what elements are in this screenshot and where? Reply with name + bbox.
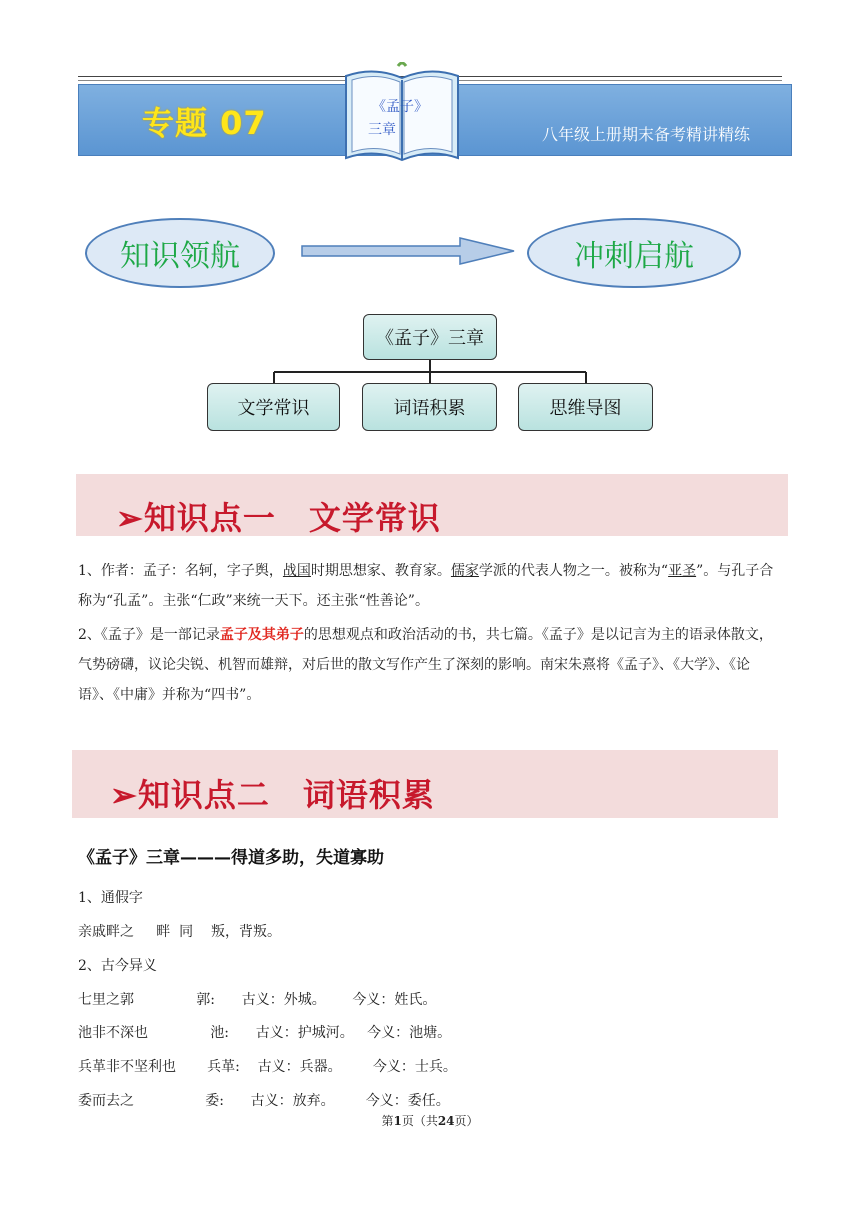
banner-subtitle: 八年级上册期末备考精讲精练 xyxy=(542,125,751,144)
vocab-line: 委而去之 委: 古义：放弃。 今义：委任。 xyxy=(78,1093,450,1109)
vocab-line: 兵革非不坚利也 兵革: 古义：兵器。 今义：士兵。 xyxy=(78,1059,457,1075)
nav-knowledge-oval: 知识领航 xyxy=(85,218,275,288)
book-title-line1: 《孟子》 xyxy=(372,99,428,115)
nav-sprint-oval: 冲刺启航 xyxy=(527,218,741,288)
tree-node-mindmap: 思维导图 xyxy=(518,383,653,431)
vocab-line: 1、通假字 xyxy=(78,890,143,906)
paragraph-author: 1、作者：孟子：名轲，字子舆，战国时期思想家、教育家。儒家学派的代表人物之一。被称为“亚圣”。与孔子合称为“孔孟”。主张“仁政”来统一天下。还主张“性善论”。 xyxy=(78,563,774,609)
vocab-line: 七里之郭 郭: 古义：外城。 今义：姓氏。 xyxy=(78,992,437,1008)
book-title-line2: 三章 xyxy=(368,122,396,138)
paragraph-book: 2、《孟子》是一部记录孟子及其弟子的思想观点和政治活动的书，共七篇。《孟子》是以记言为主的语录体散文，气势磅礴，议论尖锐、机智而雄辩，对后世的散文写作产生了深刻的影响。南宋朱熹将《孟子》、《大学》、《论语》、《中庸》并称为“四书”。 xyxy=(78,627,773,703)
tree-node-vocabulary: 词语积累 xyxy=(362,383,497,431)
vocab-line: 亲戚畔之 畔 同 叛，背叛。 xyxy=(78,924,281,940)
tree-root-node: 《孟子》三章 xyxy=(363,314,497,360)
page-footer: 第1页（共24页） xyxy=(381,1114,479,1128)
topic-title: 专题 07 xyxy=(142,104,267,142)
section1-title: ➢知识点一 文学常识 xyxy=(116,499,441,537)
vocab-line: 2、古今异义 xyxy=(78,958,157,974)
chapter-subheading: 《孟子》三章———得道多助，失道寡助 xyxy=(78,848,384,868)
section2-title: ➢知识点二 词语积累 xyxy=(110,776,435,814)
arrow-right-icon xyxy=(300,236,518,266)
vocab-line: 池非不深也 池: 古义：护城河。 今义：池塘。 xyxy=(78,1025,452,1041)
tree-node-literature: 文学常识 xyxy=(207,383,340,431)
